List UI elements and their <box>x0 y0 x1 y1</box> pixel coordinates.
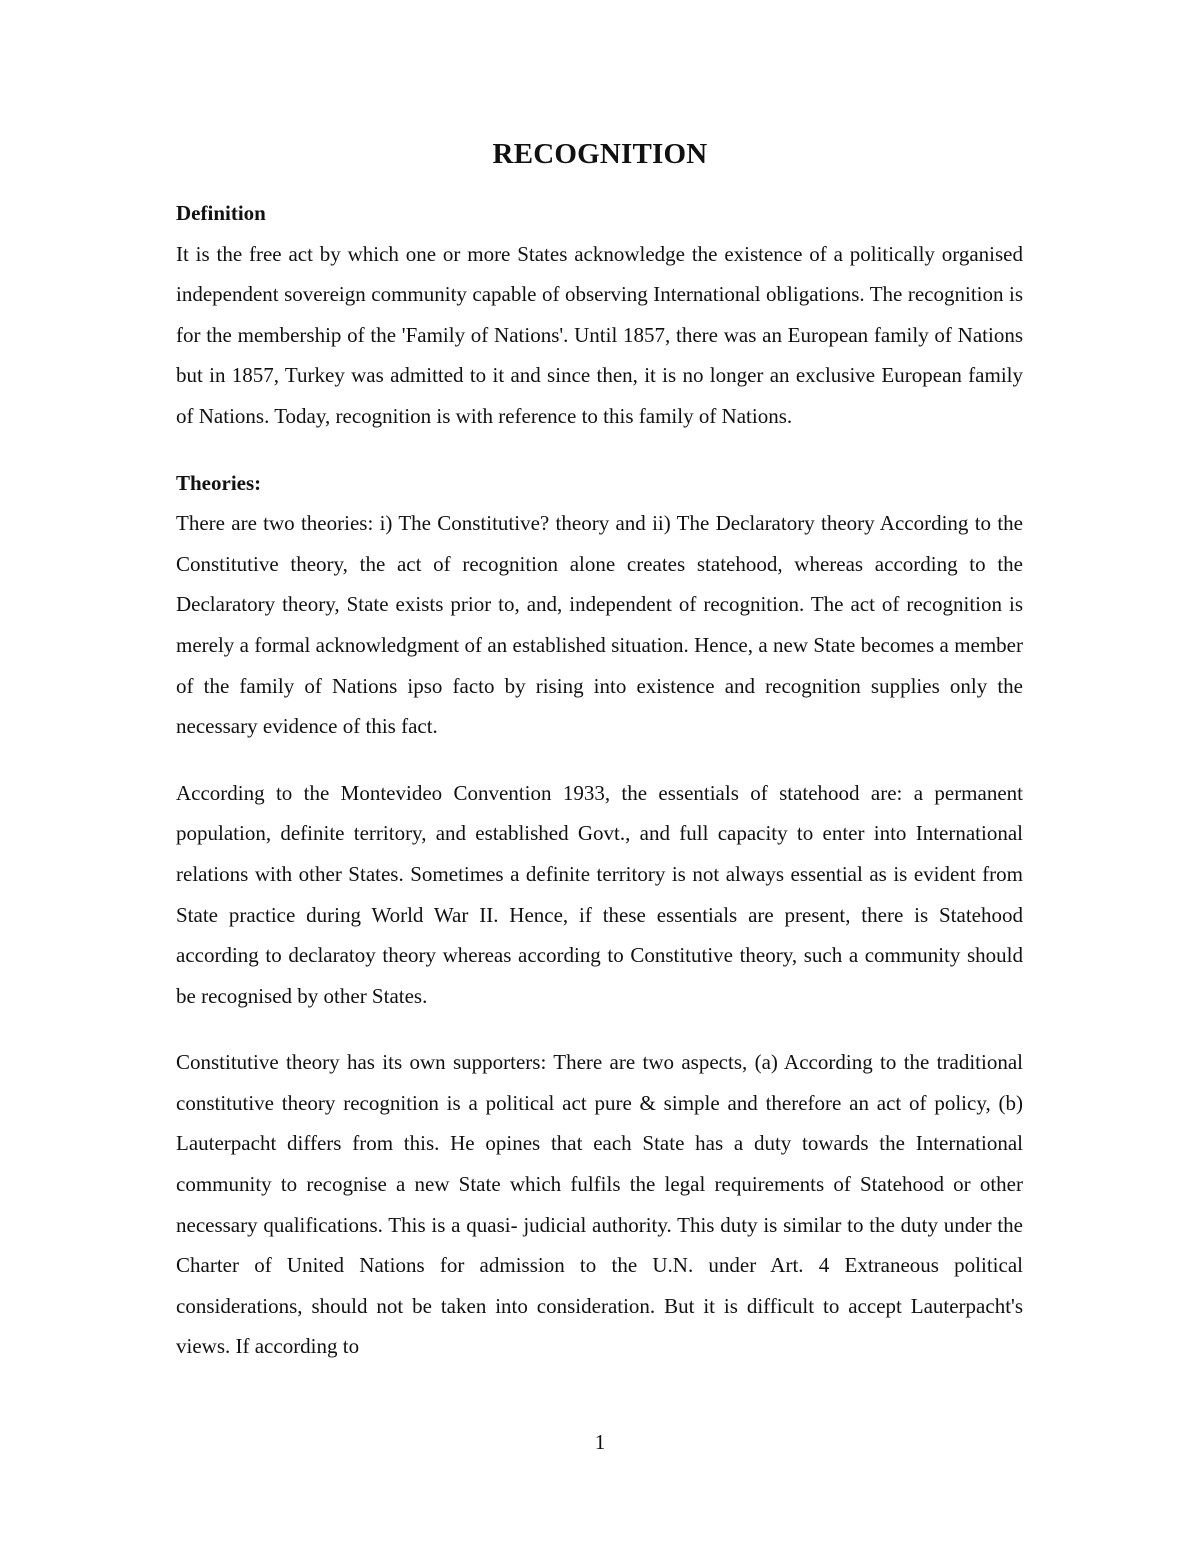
theories-paragraph-2: According to the Montevideo Convention 1933, the essentials of statehood are: a permanent population, definite territory, and established Govt., and full capacity to enter into International relations with other States. Sometimes a definite territory is not always essential as is evident from State practice during World War II. Hence, if these essentials are present, there is Statehood according to declaratoy theory whereas according to Constitutive theory, such a community should be recognised by other States. <box>176 780 1023 1008</box>
theories-paragraph-1: There are two theories: i) The Constitutive? theory and ii) The Declaratory theory According to the Constitutive theory, the act of recognition alone creates statehood, whereas according to the Declaratory theory, State exists prior to, and, independent of recognition. The act of recognition is merely a formal acknowledgment of an established situation. Hence, a new State becomes a member of the family of Nations ipso facto by rising into existence and recognition supplies only the necessary evidence of this fact. <box>176 511 1023 739</box>
section-heading-theories: Theories: <box>176 470 262 495</box>
document-body <box>176 193 1023 1367</box>
paragraph-spacer <box>176 747 1023 773</box>
page-number: 1 <box>594 1430 606 1454</box>
paragraph-spacer <box>176 1016 1023 1042</box>
page-title: RECOGNITION <box>492 138 708 170</box>
section-heading-definition: Definition <box>176 201 266 225</box>
definition-paragraph: It is the free act by which one or more States acknowledge the existence of a politically organised independent sovereign community capable of observing International obligations. The recognition is for the membership of the 'Family of Nations'. Until 1857, there was an European family of Nations but in 1857, Turkey was admitted to it and since then, it is no longer an exclusive European family of Nations. Today, recognition is with reference to this family of Nations. <box>176 241 1023 428</box>
theories-paragraph-3: Constitutive theory has its own supporters: There are two aspects, (a) According to the traditional constitutive theory recognition is a political act pure & simple and therefore an act of policy, (b) Lauterpacht differs from this. He opines that each State has a duty towards the International community to recognise a new State which fulfils the legal requirements of Statehood or other necessary qualifications. This is a quasi- judicial authority. This duty is similar to the duty under the Charter of United Nations for admission to the U.N. under Art. 4 Extraneous political considerations, should not be taken into consideration. But it is difficult to accept Lauterpacht's views. If according to <box>176 1050 1023 1359</box>
section-spacer <box>176 437 1023 463</box>
